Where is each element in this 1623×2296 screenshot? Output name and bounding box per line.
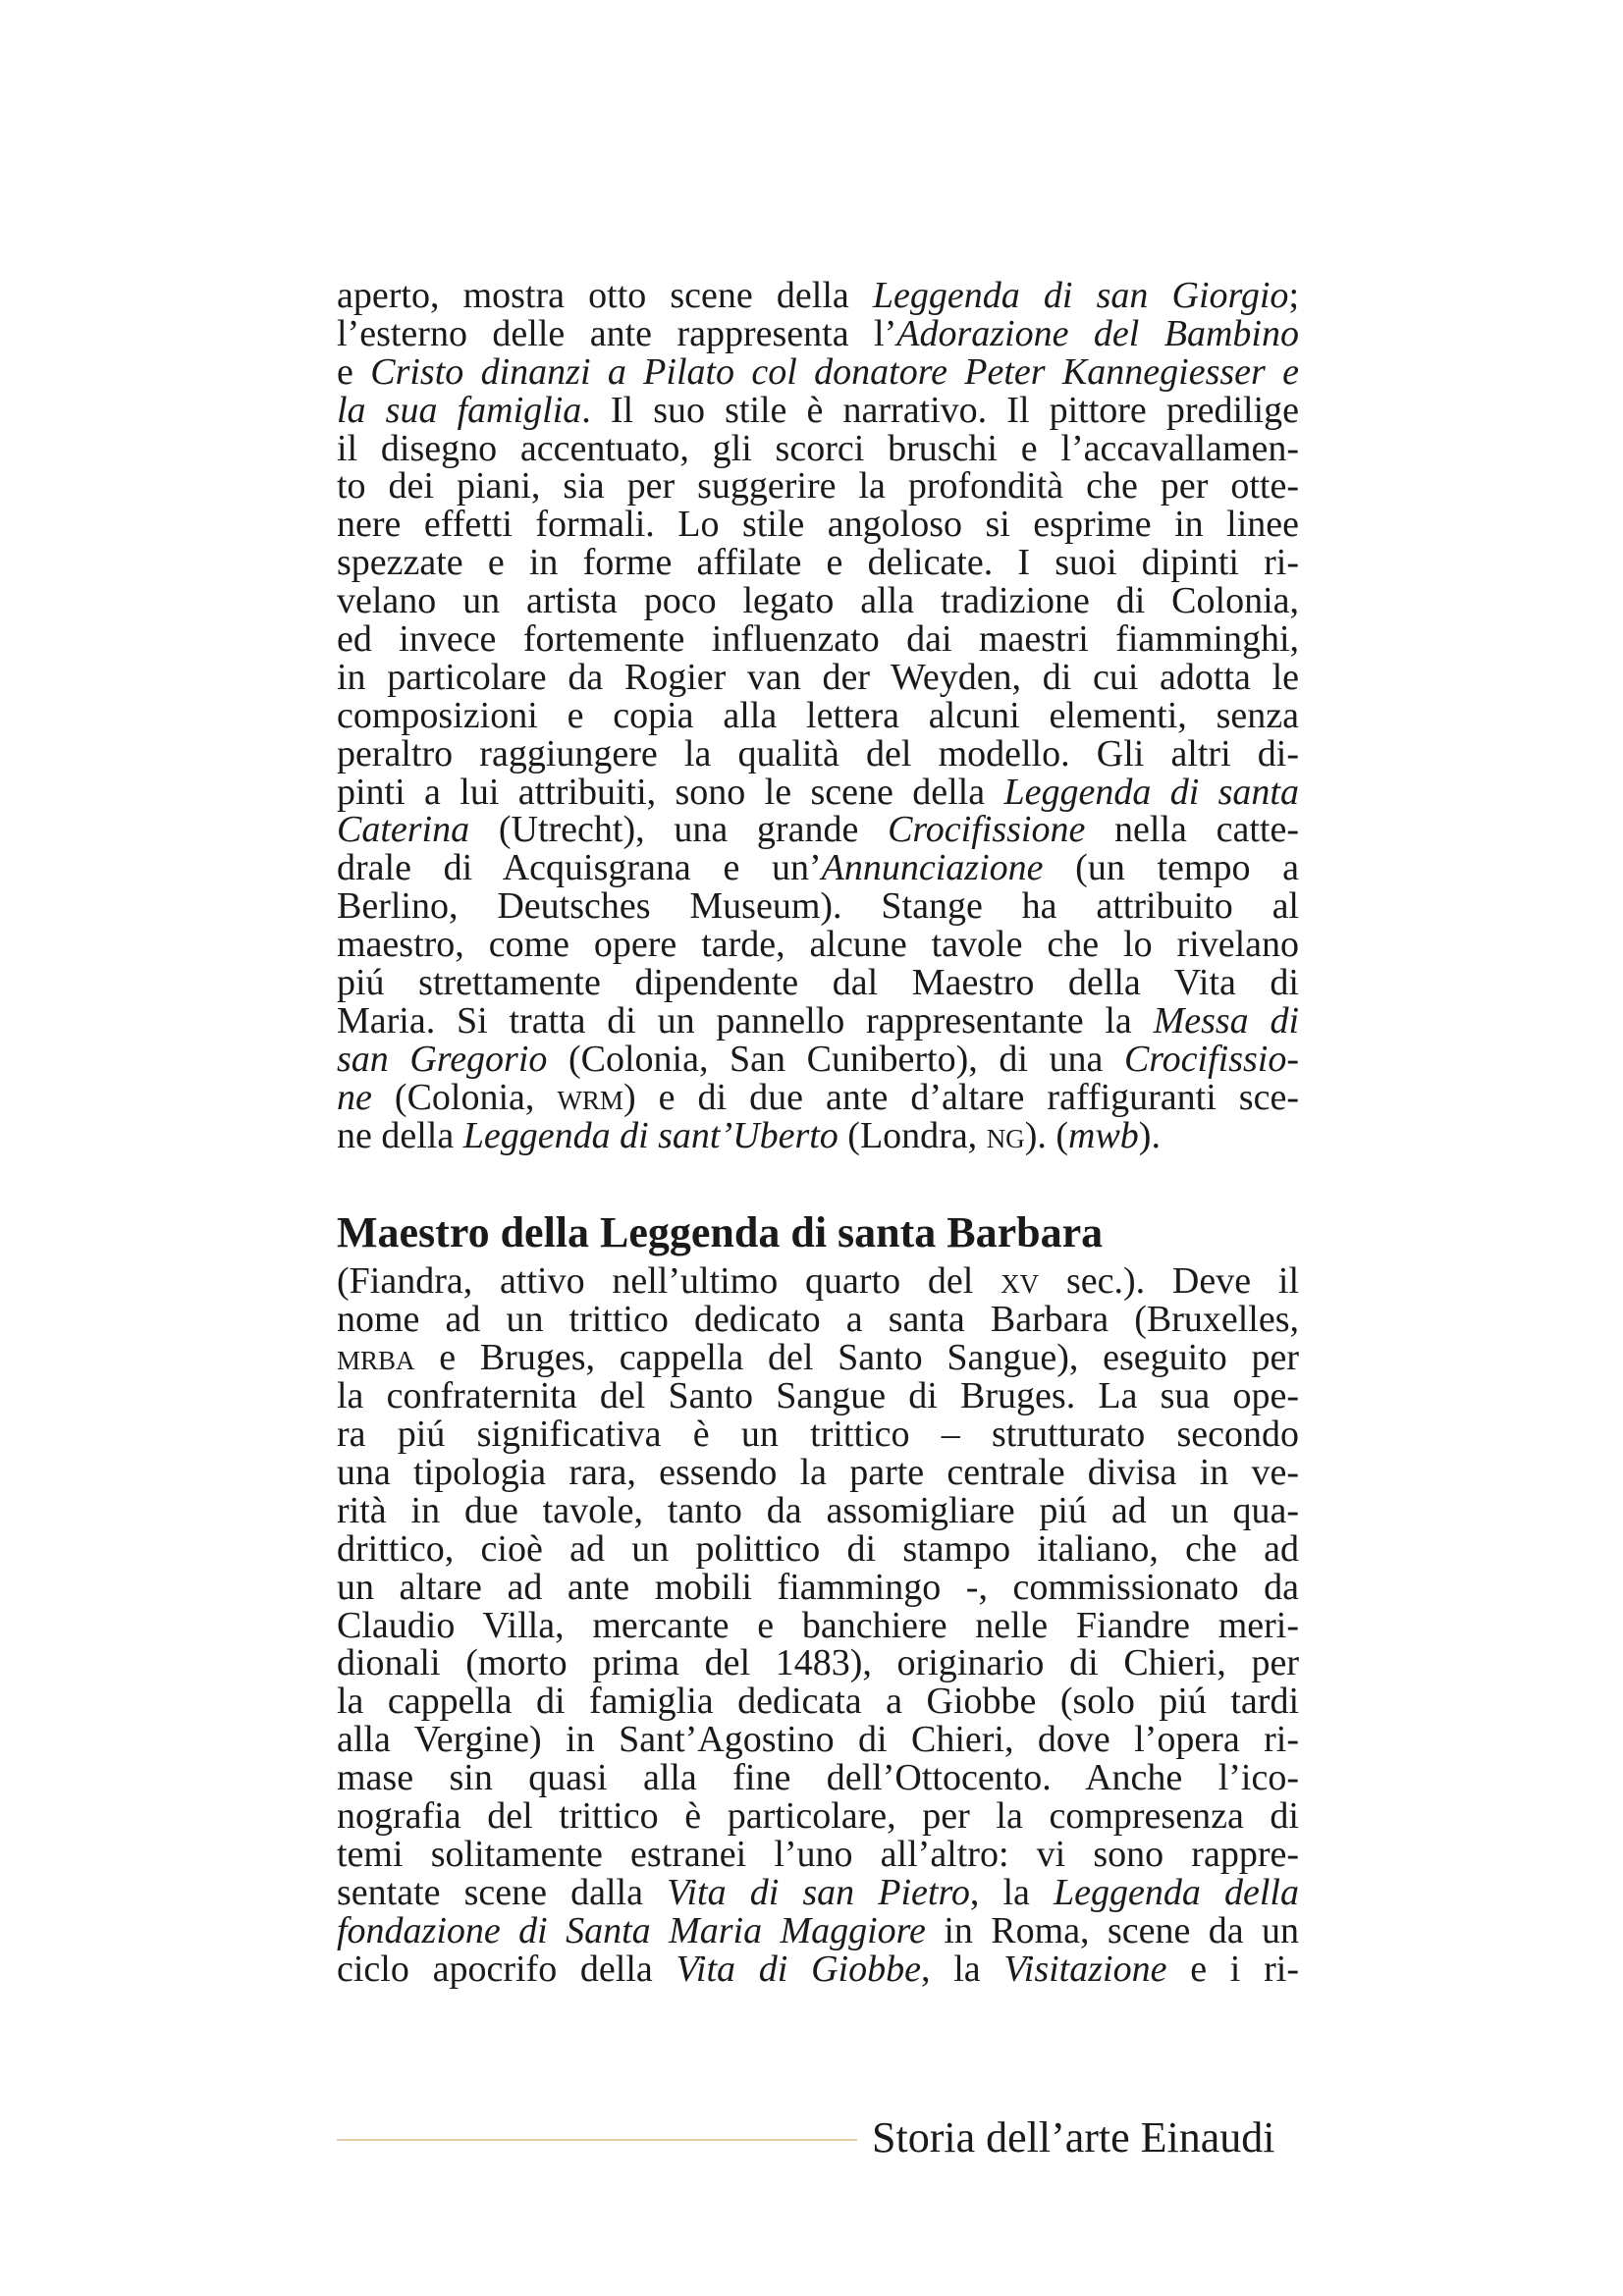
- text-line: [337, 887, 1299, 926]
- text-run: Claudio Villa, mercante e banchiere nelle Fiandre meri-: [337, 1604, 1299, 1646]
- small-caps-run: mrba: [337, 1337, 415, 1379]
- text-line: [337, 1489, 1299, 1531]
- text-run: nome ad un trittico dedicato a santa Barbara (Bruxelles,: [337, 1299, 1299, 1341]
- small-caps-run: ng: [986, 1114, 1025, 1156]
- entry-continuation-text: [337, 277, 1299, 1154]
- text-line: [337, 1871, 1299, 1913]
- text-line: [337, 811, 1299, 849]
- text-run: e i ri-: [1166, 1948, 1299, 1990]
- text-line: [337, 1950, 1299, 1989]
- text-run: (Colonia,: [371, 1076, 558, 1118]
- text-run: una tipologia rara, essendo la parte centrale divisa in ve-: [337, 1451, 1299, 1493]
- text-line: [337, 694, 1299, 736]
- small-caps-run: wrm: [557, 1076, 623, 1118]
- text-run: sentate scene dalla: [337, 1871, 668, 1913]
- text-line: [337, 427, 1299, 469]
- text-run: ne della: [337, 1114, 463, 1156]
- text-run: la confraternita del Santo Sangue di Bruges. La sua ope-: [337, 1375, 1299, 1417]
- entry-master-santa-barbara: [337, 1203, 1299, 1988]
- text-line: [337, 849, 1299, 887]
- text-run: Berlino, Deutsches Museum). Stange ha attribuito al: [337, 885, 1299, 928]
- text-line: [337, 620, 1299, 659]
- text-run: alla Vergine) in Sant’Agostino di Chieri, dove l’opera ri-: [337, 1719, 1299, 1761]
- text-line: [337, 1076, 1299, 1118]
- text-line: [337, 1451, 1299, 1493]
- entry-body-text: [337, 1262, 1299, 1988]
- small-caps-run: xv: [1001, 1260, 1040, 1303]
- text-run: l’esterno delle ante rappresenta l’: [337, 312, 897, 354]
- text-line: [337, 999, 1300, 1041]
- text-line: [337, 771, 1299, 813]
- text-line: [337, 964, 1299, 1002]
- text-line: [337, 277, 1299, 315]
- italic-run: Leggenda di santa: [1003, 771, 1299, 813]
- text-run: peraltro raggiungere la qualità del modello. Gli altri di-: [337, 732, 1299, 774]
- text-run: drale di Acquisgrana e un’: [337, 847, 822, 889]
- italic-run: Crocifissio-: [1123, 1038, 1299, 1080]
- text-line: [337, 1566, 1299, 1608]
- text-run: ). (: [1024, 1114, 1068, 1156]
- page-body: [337, 277, 1299, 1988]
- text-run: in particolare da Rogier van der Weyden, di cui adotta le: [337, 656, 1299, 698]
- text-run: piú strettamente dipendente dal Maestro della Vita di: [337, 962, 1299, 1004]
- text-line: [337, 1644, 1299, 1682]
- text-run: (Londra,: [838, 1114, 987, 1156]
- text-run: maestro, come opere tarde, alcune tavole che lo rivelano: [337, 924, 1299, 966]
- text-line: [337, 350, 1300, 393]
- italic-run: la sua famiglia: [337, 389, 582, 431]
- text-line: [337, 506, 1299, 544]
- text-run: , la: [920, 1948, 1004, 1990]
- footer-rule: [337, 2139, 857, 2141]
- text-line: [337, 467, 1299, 506]
- text-line: [337, 1377, 1299, 1415]
- text-run: ) e di due ante d’altare raffiguranti sce-: [622, 1076, 1299, 1118]
- text-line: [337, 732, 1299, 774]
- text-line: [337, 1527, 1299, 1570]
- text-run: . Il suo stile è narrativo. Il pittore predilige: [581, 389, 1299, 431]
- text-run: mase sin quasi alla fine dell’Ottocento. Anche l’ico-: [337, 1757, 1299, 1799]
- text-run: la cappella di famiglia dedicata a Giobbe (solo piú tardi: [337, 1681, 1299, 1723]
- text-line: [337, 1794, 1299, 1837]
- text-run: ciclo apocrifo della: [337, 1948, 676, 1990]
- text-line: [337, 1301, 1299, 1339]
- italic-run: fondazione di Santa Maria Maggiore: [337, 1909, 926, 1951]
- entry-continuation: [337, 277, 1299, 1154]
- text-run: in Roma, scene da un: [925, 1909, 1299, 1951]
- text-run: spezzate e in forme affilate e delicate. I suoi dipinti ri-: [337, 542, 1299, 584]
- italic-run: Vita di Giobbe: [676, 1948, 921, 1990]
- text-run: drittico, cioè ad un polittico di stampo italiano, che ad: [337, 1527, 1299, 1570]
- text-line: [337, 1909, 1299, 1951]
- text-run: il disegno accentuato, gli scorci bruschi e l’accavallamen-: [337, 427, 1299, 469]
- text-run: (Utrecht), una grande: [469, 809, 889, 851]
- text-run: nere effetti formali. Lo stile angoloso si esprime in linee: [337, 504, 1299, 546]
- text-line: [337, 926, 1299, 964]
- text-run: nografia del trittico è particolare, per la compresenza di: [337, 1794, 1299, 1837]
- text-run: aperto, mostra otto scene della: [337, 275, 873, 316]
- italic-run: Messa di: [1153, 999, 1300, 1041]
- italic-run: Leggenda della: [1054, 1871, 1299, 1913]
- text-run: Maria. Si tratta di un pannello rappresentante la: [337, 999, 1154, 1041]
- text-run: dionali (morto prima del 1483), originario di Chieri, per: [337, 1642, 1299, 1684]
- text-run: pinti a lui attribuiti, sono le scene della: [337, 771, 1004, 813]
- text-run: rità in due tavole, tanto da assomigliare piú ad un qua-: [337, 1489, 1299, 1531]
- text-run: (un tempo a: [1043, 847, 1299, 889]
- italic-run: Leggenda di san Giorgio: [872, 275, 1289, 316]
- text-line: [337, 1682, 1299, 1721]
- text-line: [337, 544, 1299, 582]
- text-line: [337, 1114, 1299, 1156]
- text-line: [337, 1339, 1299, 1377]
- italic-run: mwb: [1068, 1114, 1139, 1156]
- text-run: ed invece fortemente influenzato dai maestri fiamminghi,: [337, 618, 1299, 661]
- text-run: ;: [1288, 275, 1299, 316]
- italic-run: Annunciazione: [821, 847, 1044, 889]
- text-run: e Bruges, cappella del Santo Sangue), eseguito per: [414, 1337, 1299, 1379]
- italic-run: Visitazione: [1003, 1948, 1167, 1990]
- text-run: , la: [969, 1871, 1054, 1913]
- italic-run: Adorazione del Bambino: [896, 312, 1299, 354]
- text-line: [337, 1604, 1299, 1646]
- text-run: ra piú significativa è un trittico – strutturato secondo: [337, 1414, 1299, 1456]
- text-line: [337, 389, 1299, 431]
- text-run: e: [337, 350, 371, 393]
- italic-run: san Gregorio: [337, 1038, 548, 1080]
- text-line: [337, 656, 1299, 698]
- text-run: velano un artista poco legato alla tradizione di Colonia,: [337, 580, 1299, 622]
- italic-run: Cristo dinanzi a Pilato col donatore Peter Kannegiesser e: [370, 350, 1300, 393]
- italic-run: Caterina: [337, 809, 470, 851]
- text-line: [337, 312, 1299, 354]
- footer-title: Storia dell’arte Einaudi: [872, 2113, 1275, 2162]
- text-line: [337, 1833, 1299, 1875]
- text-run: temi solitamente estranei l’uno all’altro: vi sono rappre-: [337, 1833, 1299, 1875]
- text-line: [337, 1759, 1299, 1797]
- text-line: [337, 1721, 1299, 1759]
- text-line: [337, 582, 1299, 620]
- text-run: composizioni e copia alla lettera alcuni elementi, senza: [337, 694, 1299, 736]
- entry-heading: Maestro della Leggenda di santa Barbara: [337, 1208, 1104, 1257]
- italic-run: ne: [337, 1076, 372, 1118]
- text-run: (Fiandra, attivo nell’ultimo quarto del: [337, 1260, 1001, 1303]
- text-line: [337, 1262, 1299, 1301]
- italic-run: Leggenda di sant’Uberto: [462, 1114, 839, 1156]
- text-run: to dei piani, sia per suggerire la profondità che per otte-: [337, 465, 1299, 507]
- text-run: un altare ad ante mobili fiammingo -, commissionato da: [337, 1566, 1299, 1608]
- italic-run: Vita di san Pietro: [667, 1871, 970, 1913]
- text-line: [337, 1038, 1299, 1080]
- text-run: (Colonia, San Cuniberto), di una: [547, 1038, 1124, 1080]
- text-line: [337, 1415, 1299, 1454]
- text-run: ).: [1138, 1114, 1161, 1156]
- italic-run: Crocifissione: [888, 809, 1086, 851]
- text-run: nella catte-: [1085, 809, 1300, 851]
- text-run: sec.). Deve il: [1039, 1260, 1300, 1303]
